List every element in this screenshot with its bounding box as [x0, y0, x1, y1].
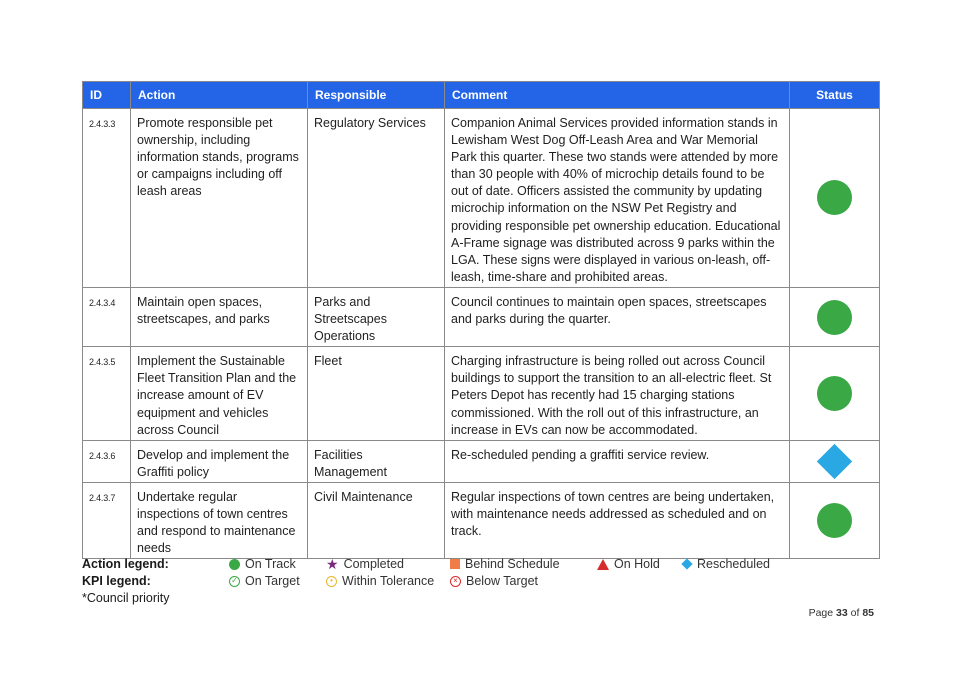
legend-label: Rescheduled [697, 557, 770, 571]
row-status [790, 440, 880, 482]
header-action: Action [131, 82, 308, 109]
row-status [790, 482, 880, 558]
action-legend-label: Action legend: [82, 557, 169, 571]
row-id: 2.4.3.7 [83, 482, 131, 558]
row-responsible: Civil Maintenance [308, 482, 445, 558]
legend-label: On Target [245, 574, 300, 588]
green-circle-icon [229, 559, 240, 570]
table-row [83, 482, 880, 558]
row-action: Promote responsible pet ownership, including information stands, programs or campaigns including off leash areas [131, 109, 308, 288]
diamond-icon [681, 558, 692, 569]
on-track-status-icon [817, 300, 852, 335]
row-responsible: Fleet [308, 347, 445, 440]
on-track-status-icon [817, 503, 852, 538]
page-prefix: Page [808, 607, 834, 619]
legend-label: On Track [245, 557, 296, 571]
row-comment: Council continues to maintain open spaces, streetscapes and parks during the quarter. [445, 287, 790, 346]
legend-label: On Hold [614, 557, 660, 571]
legend-on-hold [597, 557, 660, 571]
legend-label: Within Tolerance [342, 574, 435, 588]
legend-rescheduled [681, 557, 770, 571]
on-track-status-icon [817, 376, 852, 411]
row-status [790, 287, 880, 346]
table-header-row [83, 82, 880, 109]
legend-label: Behind Schedule [465, 557, 560, 571]
header-status: Status [790, 82, 880, 109]
table-row [83, 109, 880, 288]
council-priority-note: *Council priority [82, 591, 170, 605]
table-row [83, 287, 880, 346]
check-circle-icon: ✓ [229, 576, 240, 587]
legend-label: Completed [343, 557, 405, 571]
page-total: 85 [862, 607, 874, 619]
header-comment: Comment [445, 82, 790, 109]
row-action: Develop and implement the Graffiti policy [131, 440, 308, 482]
triangle-icon [597, 559, 609, 570]
row-comment: Regular inspections of town centres are being undertaken, with maintenance needs addressed as scheduled and on track. [445, 482, 790, 558]
row-action: Implement the Sustainable Fleet Transition Plan and the increase amount of EV equipment and vehicles across Council [131, 347, 308, 440]
row-action: Undertake regular inspections of town centres and respond to maintenance needs [131, 482, 308, 558]
page-number [809, 607, 874, 619]
row-responsible: Regulatory Services [308, 109, 445, 288]
rescheduled-status-icon [817, 444, 852, 479]
row-id: 2.4.3.3 [83, 109, 131, 288]
cross-circle-icon: × [450, 576, 461, 587]
row-responsible: Parks and Streetscapes Operations [308, 287, 445, 346]
legend-on-track [229, 557, 296, 571]
row-responsible: Facilities Management [308, 440, 445, 482]
legend-behind-schedule [450, 557, 560, 571]
row-id: 2.4.3.5 [83, 347, 131, 440]
on-track-status-icon [817, 180, 852, 215]
table-row [83, 440, 880, 482]
header-responsible: Responsible [308, 82, 445, 109]
row-comment: Charging infrastructure is being rolled out across Council buildings to support the transition to an all-electric fleet. St Peters Depot has recently had 15 charging stations commissioned. With the roll out of this infrastructure, an increase in EVs can now be accommodated. [445, 347, 790, 440]
row-comment: Companion Animal Services provided information stands in Lewisham West Dog Off-Leash Area and War Memorial Park this quarter. These two stands were attended by more than 30 people with 40% of microchip details found to be out of date. Officers assisted the community by updating microchip information on the NSW Pet Registry and providing responsible pet ownership education. Educational A-Frame signage was distributed across 9 parks within the LGA. These signs were displayed in various on-leash, off-leash, time-share and prohibited areas. [445, 109, 790, 288]
row-comment: Re-scheduled pending a graffiti service review. [445, 440, 790, 482]
page-of: of [850, 607, 860, 619]
row-id: 2.4.3.6 [83, 440, 131, 482]
row-status [790, 347, 880, 440]
legend-on-target [229, 574, 300, 588]
legend-within-tolerance [326, 574, 434, 588]
table-row [83, 347, 880, 440]
star-icon: ★ [326, 556, 339, 572]
tolerance-circle-icon: • [326, 576, 337, 587]
legend-label: Below Target [466, 574, 539, 588]
kpi-legend-label: KPI legend: [82, 574, 151, 588]
action-status-table [82, 81, 880, 559]
row-status [790, 109, 880, 288]
square-icon [450, 559, 460, 569]
row-id: 2.4.3.4 [83, 287, 131, 346]
row-action: Maintain open spaces, streetscapes, and parks [131, 287, 308, 346]
page-current: 33 [836, 607, 848, 619]
legend-below-target [450, 574, 538, 588]
legend-completed [326, 557, 404, 571]
header-id: ID [83, 82, 131, 109]
